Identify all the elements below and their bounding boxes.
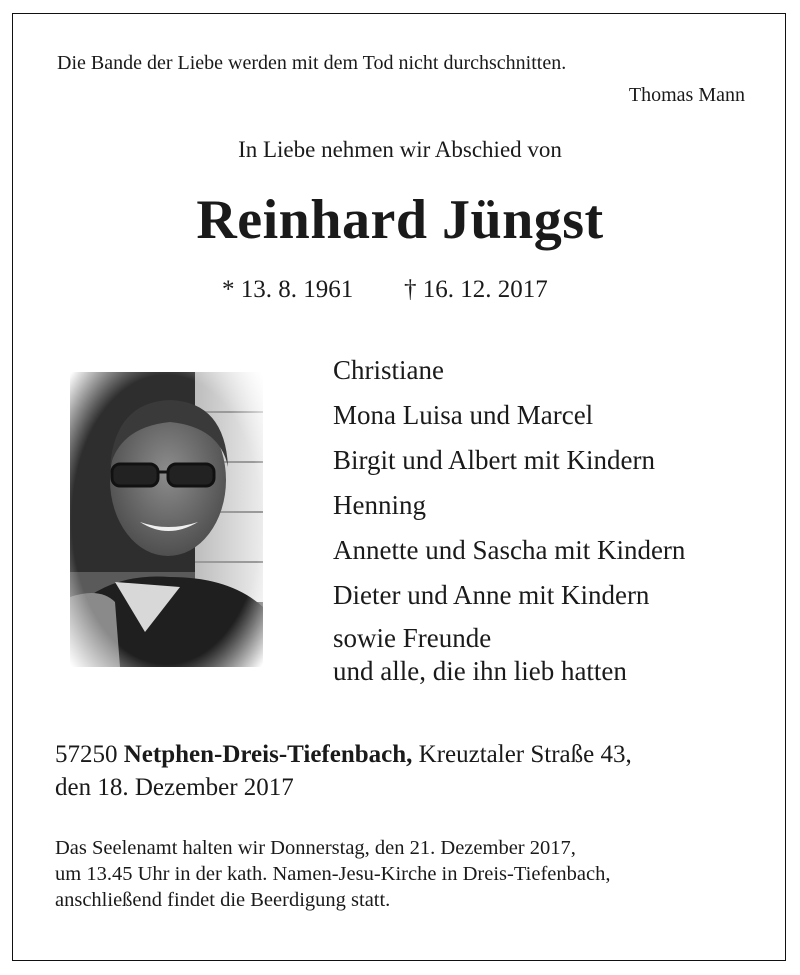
mourner-line: Henning [333,490,426,520]
mourner-line: Annette und Sascha mit Kindern [333,535,686,565]
memorial-quote: Die Bande der Liebe werden mit dem Tod nicht durchschnitten. [57,52,567,74]
service-line: um 13.45 Uhr in der kath. Namen-Jesu-Kirche in Dreis-Tiefenbach, [55,863,611,885]
farewell-intro: In Liebe nehmen wir Abschied von [238,137,562,162]
family-address [55,738,632,804]
mourner-line: Birgit und Albert mit Kindern [333,445,655,475]
mourners-list [333,348,685,688]
service-details [55,835,750,913]
service-line: anschließend findet die Beerdigung statt. [55,889,391,911]
town: Netphen-Dreis-Tiefenbach, [123,741,413,768]
mourner-line: Christiane [333,355,444,385]
birth-date: * 13. 8. 1961 [222,276,354,303]
mourner-line: sowie Freunde [333,623,492,653]
service-line: Das Seelenamt halten wir Donnerstag, den 21. Dezember 2017, [55,837,576,859]
address-date: den 18. Dezember 2017 [55,774,294,801]
street: Kreuztaler Straße 43, [418,741,632,768]
portrait-image [70,372,263,667]
address-line [55,738,632,771]
death-date: † 16. 12. 2017 [404,276,548,303]
mourner-line: Dieter und Anne mit Kindern [333,580,650,610]
mourner-line: und alle, die ihn lieb hatten [333,656,627,686]
postcode: 57250 [55,741,118,768]
portrait-photo [70,372,263,667]
quote-author: Thomas Mann [628,84,745,106]
deceased-name: Reinhard Jüngst [196,189,604,251]
mourner-line: Mona Luisa und Marcel [333,400,594,430]
